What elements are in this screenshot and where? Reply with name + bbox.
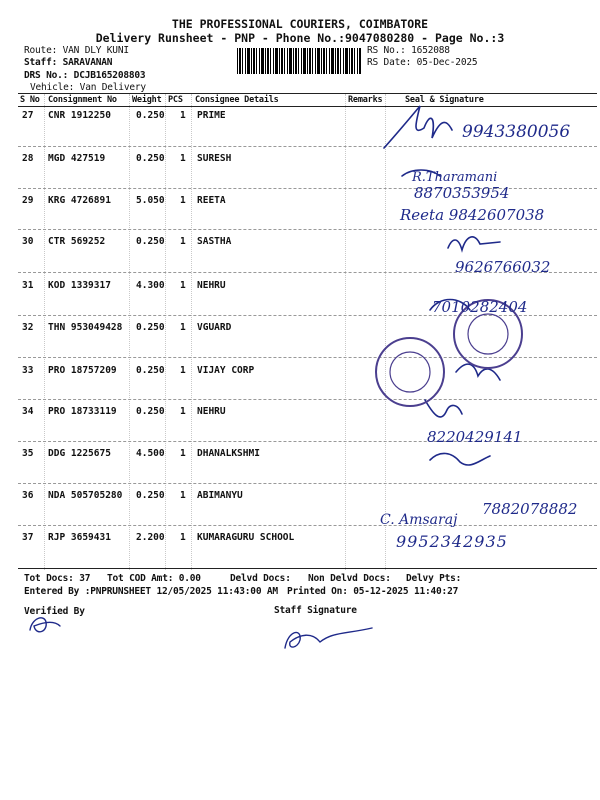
handwritten-phone-36: 7882078882 [482,500,578,518]
delivered-docs: Delvd Docs: [230,573,291,584]
row-sno: 33 [22,365,34,376]
row-consignee: KUMARAGURU SCHOOL [197,532,295,543]
col-consignee: Consignee Details [195,95,279,105]
staff-signature-label: Staff Signature [274,605,357,616]
row-consignment: PRO 18733119 [48,406,117,417]
row-consignee: PRIME [197,110,226,121]
row-sno: 29 [22,195,34,206]
table-row [0,317,600,358]
row-sno: 37 [22,532,34,543]
vehicle-label: Vehicle: Van Delivery [30,82,146,93]
row-sno: 36 [22,490,34,501]
col-weight: Weight [132,95,162,105]
document-title: THE PROFESSIONAL COURIERS, COIMBATORE [171,17,429,31]
table-top-rule [18,93,597,94]
row-divider [18,146,597,147]
handwritten-phone-30: 9626766032 [455,258,551,276]
row-weight: 0.250 [136,322,165,333]
staff-signature-scrawl [285,628,372,648]
handwritten-phone-29: 8870353954 [414,184,510,202]
row-pcs: 1 [180,110,186,121]
verified-by-signature [30,618,60,632]
row-weight: 4.300 [136,280,165,291]
total-cod-amount: Tot COD Amt: 0.00 [107,573,201,584]
col-remarks: Remarks [348,95,383,105]
row-pcs: 1 [180,280,186,291]
col-sno: S No [20,95,40,105]
row-consignment: KRG 4726891 [48,195,111,206]
row-consignment: MGD 427519 [48,153,106,164]
barcode [237,48,361,74]
row-pcs: 1 [180,532,186,543]
row-sno: 35 [22,448,34,459]
row-pcs: 1 [180,406,186,417]
row-divider [18,357,597,358]
row-weight: 4.500 [136,448,165,459]
row-sno: 27 [22,110,34,121]
verified-by-label: Verified By [24,606,85,617]
total-docs: Tot Docs: 37 [24,573,91,584]
row-consignee: DHANALKSHMI [197,448,260,459]
handwritten-name-37: C. Amsaraj [380,512,458,528]
row-divider [18,483,597,484]
row-consignee: NEHRU [197,406,226,417]
table-row [0,148,600,189]
handwritten-name-29: R.Tharamani [412,170,498,185]
row-sno: 28 [22,153,34,164]
handwritten-phone-37: 9952342935 [396,532,508,551]
row-pcs: 1 [180,448,186,459]
row-consignee: ABIMANYU [197,490,243,501]
table-bottom-rule [18,568,597,569]
row-consignee: SASTHA [197,236,232,247]
row-weight: 0.250 [136,365,165,376]
row-weight: 0.250 [136,153,165,164]
row-sno: 34 [22,406,34,417]
row-consignment: PRO 18757209 [48,365,117,376]
row-weight: 0.250 [136,406,165,417]
row-consignment: THN 953049428 [48,322,123,333]
table-row [0,527,600,568]
drs-number: DRS No.: DCJB165208803 [24,70,146,81]
non-delivered-docs: Non Delvd Docs: [308,573,391,584]
delivery-points: Delvy Pts: [406,573,462,584]
row-consignee: REETA [197,195,226,206]
col-seal: Seal & Signature [405,95,484,105]
row-divider [18,525,597,526]
entered-by: Entered By :PNPRUNSHEET 12/05/2025 11:43:00 AM [24,586,278,597]
handwritten-phone-35: 8220429141 [427,428,523,446]
row-consignment: KOD 1339317 [48,280,111,291]
row-consignee: SURESH [197,153,232,164]
row-consignment: DDG 1225675 [48,448,111,459]
handwritten-phone-27: 9943380056 [462,122,571,142]
handwritten-note-29: Reeta 9842607038 [400,206,545,224]
row-consignee: VIJAY CORP [197,365,255,376]
row-consignee: NEHRU [197,280,226,291]
rs-number: RS No.: 1652088 [367,45,450,56]
row-pcs: 1 [180,365,186,376]
row-weight: 5.050 [136,195,165,206]
row-sno: 32 [22,322,34,333]
document-subtitle: Delivery Runsheet - PNP - Phone No.:9047080280 - Page No.:3 [95,31,505,45]
row-divider [18,399,597,400]
staff-label: Staff: SARAVANAN [24,57,113,68]
row-pcs: 1 [180,490,186,501]
row-pcs: 1 [180,236,186,247]
rs-date: RS Date: 05-Dec-2025 [367,57,478,68]
row-consignment: RJP 3659431 [48,532,111,543]
row-pcs: 1 [180,322,186,333]
row-divider [18,229,597,230]
handwritten-phone-32: 7010282404 [432,298,528,316]
row-divider [18,188,597,189]
route-label: Route: VAN DLY KUNI [24,45,129,56]
table-row [0,443,600,484]
row-sno: 31 [22,280,34,291]
row-weight: 2.200 [136,532,165,543]
col-consignment: Consignment No [48,95,117,105]
row-sno: 30 [22,236,34,247]
row-weight: 0.250 [136,490,165,501]
printed-on: Printed On: 05-12-2025 11:40:27 [287,586,459,597]
row-consignment: CTR 569252 [48,236,106,247]
row-pcs: 1 [180,195,186,206]
row-pcs: 1 [180,153,186,164]
row-consignment: CNR 1912250 [48,110,111,121]
row-consignment: NDA 505705280 [48,490,123,501]
row-weight: 0.250 [136,236,165,247]
table-row [0,360,600,401]
row-consignee: VGUARD [197,322,232,333]
col-pcs: PCS [168,95,183,105]
row-weight: 0.250 [136,110,165,121]
